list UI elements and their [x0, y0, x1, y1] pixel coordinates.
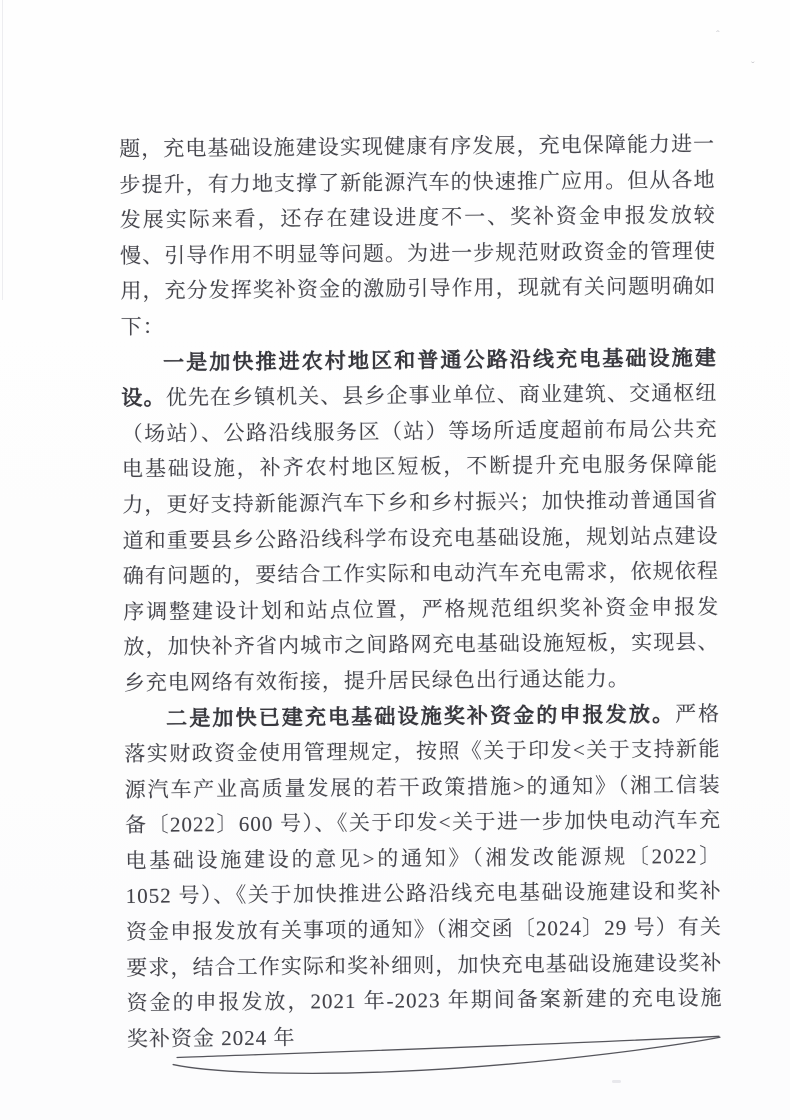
document-body-text [119, 127, 723, 1085]
body-paragraph-section-2 [124, 696, 723, 1057]
body-paragraph-section-1 [121, 340, 720, 701]
body-text-run: 题，充电基础设施建设实现健康有序发展，充电保障能力进一步提升，有力地支撑了新能源汽车的快速推广应用。但从各地发展实际来看，还存在建设进度不一、奖补资金申报发放较慢、引导作用不明显等问题。为进一步规范财政资金的管理使用，充分发挥奖补资金的激励引导作用，现就有关问题明确如下： [119, 131, 717, 339]
body-paragraph-intro [119, 127, 717, 346]
body-text-run: 严格落实财政资金使用管理规定，按照《关于印发<关于支持新能源汽车产业高质量发展的若干政策措施>的通知》（湘工信装备〔2022〕600 号）、《关于印发<关于进一步加快电动汽车充电基础设施建设的意见>的通知》（湘发改能源规〔2022〕1052 号）、《关于加快推进公路沿线充电基础设施建设和奖补资金申报发放有关事项的通知》（湘交函〔2024〕29 号）有关要求，结合工作实际和奖补细则，加快充电基础设施建设奖补资金的申报发放，2021 年-2023 年期间备案新建的充电设施奖补资金 2024 年 [124, 701, 723, 1051]
scan-smudge [612, 1080, 621, 1083]
scan-speck: ˇ [751, 60, 755, 72]
body-text-run: 优先在乡镇机关、县乡企事业单位、商业建筑、交通枢纽（场站）、公路沿线服务区（站）等场所适度超前布局公共充电基础设施，补齐农村地区短板，不断提升充电服务保障能力，更好支持新能源汽车下乡和乡村振兴；加快推动普通国省道和重要县乡公路沿线科学布设充电基础设施，规划站点建设确有问题的，要结合工作实际和电动汽车充电需求，依规依程序调整建设计划和站点位置，严格规范组织奖补资金申报发放，加快补齐省内城市之间路网充电基础设施短板，实现县、乡充电网络有效衔接，提升居民绿色出行通达能力。 [121, 380, 720, 695]
scan-speck: ˆ [716, 29, 720, 41]
scan-edge-line [2, 0, 3, 300]
section-lead-bold-text: 一是加快推进农村地区和普通公路沿线充电基础设施建设。 [121, 345, 718, 411]
section-lead-bold-text: 二是加快已建充电基础设施奖补资金的申报发放。 [166, 701, 676, 731]
